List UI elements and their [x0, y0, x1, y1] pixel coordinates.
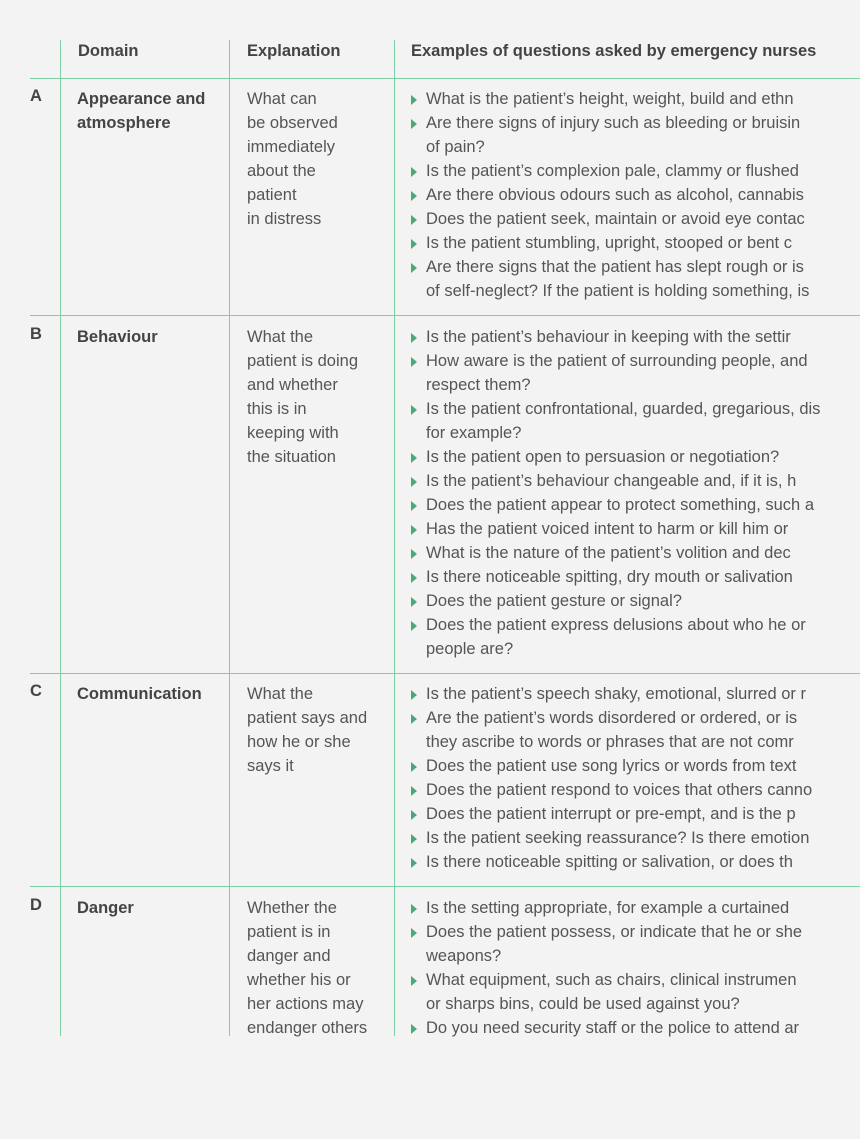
question-text: Does the patient gesture or signal?	[426, 592, 682, 610]
question-item	[411, 111, 851, 159]
row-explanation: What can be observed immediately about the patient in distress	[247, 90, 338, 228]
row-domain: Communication	[77, 685, 202, 703]
bullet-triangle-icon	[411, 714, 417, 724]
bullet-triangle-icon	[411, 1024, 417, 1034]
bullet-triangle-icon	[411, 976, 417, 986]
question-item	[411, 706, 851, 754]
question-text: Are there signs of injury such as bleeding or bruisin of pain?	[426, 114, 801, 156]
bullet-triangle-icon	[411, 119, 417, 129]
bullet-triangle-icon	[411, 621, 417, 631]
question-item	[411, 159, 851, 183]
question-item	[411, 589, 851, 613]
question-item	[411, 1016, 851, 1040]
question-text: Are the patient’s words disordered or ordered, or is they ascribe to words or phrases that are not comr	[426, 709, 798, 751]
question-item	[411, 968, 851, 1016]
row-letter: D	[30, 896, 42, 914]
question-item	[411, 397, 851, 445]
question-text: Are there obvious odours such as alcohol, cannabis	[426, 186, 804, 204]
question-text: Does the patient use song lyrics or words from text	[426, 757, 797, 775]
row-domain: Behaviour	[77, 328, 158, 346]
question-text: What is the nature of the patient’s volition and dec	[426, 544, 791, 562]
question-text: Does the patient appear to protect something, such a	[426, 496, 814, 514]
row-explanation: What the patient says and how he or she says it	[247, 685, 368, 775]
question-text: Does the patient interrupt or pre-empt, and is the p	[426, 805, 796, 823]
bullet-triangle-icon	[411, 477, 417, 487]
question-item	[411, 469, 851, 493]
row-domain: Danger	[77, 899, 134, 917]
question-list	[411, 87, 851, 303]
question-text: Does the patient express delusions about who he or people are?	[426, 616, 806, 658]
question-item	[411, 231, 851, 255]
question-text: What is the patient’s height, weight, build and ethn	[426, 90, 794, 108]
bullet-triangle-icon	[411, 167, 417, 177]
question-item	[411, 802, 851, 826]
question-text: Has the patient voiced intent to harm or kill him or	[426, 520, 789, 538]
question-item	[411, 920, 851, 968]
question-text: Does the patient seek, maintain or avoid eye contac	[426, 210, 805, 228]
question-text: Does the patient respond to voices that others canno	[426, 781, 813, 799]
bullet-triangle-icon	[411, 501, 417, 511]
bullet-triangle-icon	[411, 215, 417, 225]
question-text: How aware is the patient of surrounding people, and respect them?	[426, 352, 808, 394]
question-item	[411, 565, 851, 589]
bullet-triangle-icon	[411, 525, 417, 535]
bullet-triangle-icon	[411, 263, 417, 273]
question-text: Is the patient’s behaviour in keeping with the settir	[426, 328, 791, 346]
question-item	[411, 826, 851, 850]
row-letter: A	[30, 87, 42, 105]
bullet-triangle-icon	[411, 690, 417, 700]
question-text: Is the setting appropriate, for example a curtained	[426, 899, 790, 917]
bullet-triangle-icon	[411, 405, 417, 415]
header-explanation: Explanation	[247, 42, 341, 60]
question-item	[411, 778, 851, 802]
question-item	[411, 517, 851, 541]
bullet-triangle-icon	[411, 928, 417, 938]
bullet-triangle-icon	[411, 191, 417, 201]
question-list	[411, 896, 851, 1040]
row-divider	[30, 78, 860, 79]
question-item	[411, 255, 851, 303]
bullet-triangle-icon	[411, 453, 417, 463]
question-text: Is the patient’s complexion pale, clammy or flushed	[426, 162, 799, 180]
question-list	[411, 325, 851, 661]
question-item	[411, 183, 851, 207]
question-text: Is the patient stumbling, upright, stooped or bent c	[426, 234, 792, 252]
question-item	[411, 493, 851, 517]
question-text: Is the patient’s behaviour changeable and, if it is, h	[426, 472, 797, 490]
bullet-triangle-icon	[411, 333, 417, 343]
row-letter: B	[30, 325, 42, 343]
question-text: Are there signs that the patient has slept rough or is of self-neglect? If the patient is holding something, is	[426, 258, 810, 300]
bullet-triangle-icon	[411, 786, 417, 796]
header-examples: Examples of questions asked by emergency nurses	[411, 42, 817, 60]
question-text: Is there noticeable spitting, dry mouth or salivation	[426, 568, 793, 586]
row-divider	[30, 886, 860, 887]
bullet-triangle-icon	[411, 858, 417, 868]
bullet-triangle-icon	[411, 239, 417, 249]
question-item	[411, 754, 851, 778]
row-divider	[30, 315, 860, 316]
question-text: Is the patient seeking reassurance? Is there emotion	[426, 829, 810, 847]
bullet-triangle-icon	[411, 549, 417, 559]
row-explanation: Whether the patient is in danger and whether his or her actions may endanger others	[247, 899, 368, 1037]
bullet-triangle-icon	[411, 573, 417, 583]
question-text: Does the patient possess, or indicate that he or she weapons?	[426, 923, 803, 965]
bullet-triangle-icon	[411, 834, 417, 844]
question-text: Is there noticeable spitting or salivation, or does th	[426, 853, 793, 871]
question-item	[411, 445, 851, 469]
bullet-triangle-icon	[411, 810, 417, 820]
question-item	[411, 896, 851, 920]
row-domain: Appearance and atmosphere	[77, 90, 206, 132]
question-item	[411, 325, 851, 349]
question-text: Is the patient open to persuasion or negotiation?	[426, 448, 780, 466]
question-list	[411, 682, 851, 874]
question-item	[411, 87, 851, 111]
question-item	[411, 541, 851, 565]
question-text: Is the patient’s speech shaky, emotional, slurred or r	[426, 685, 806, 703]
bullet-triangle-icon	[411, 904, 417, 914]
bullet-triangle-icon	[411, 597, 417, 607]
question-text: What equipment, such as chairs, clinical instrumen or sharps bins, could be used against you?	[426, 971, 797, 1013]
row-letter: C	[30, 682, 42, 700]
bullet-triangle-icon	[411, 357, 417, 367]
question-item	[411, 850, 851, 874]
row-explanation: What the patient is doing and whether this is in keeping with the situation	[247, 328, 358, 466]
question-item	[411, 207, 851, 231]
bullet-triangle-icon	[411, 95, 417, 105]
header-domain: Domain	[78, 42, 139, 60]
question-text: Is the patient confrontational, guarded, gregarious, dis for example?	[426, 400, 821, 442]
question-text: Do you need security staff or the police to attend ar	[426, 1019, 799, 1037]
question-item	[411, 613, 851, 661]
bullet-triangle-icon	[411, 762, 417, 772]
row-divider	[30, 673, 860, 674]
question-item	[411, 682, 851, 706]
question-item	[411, 349, 851, 397]
